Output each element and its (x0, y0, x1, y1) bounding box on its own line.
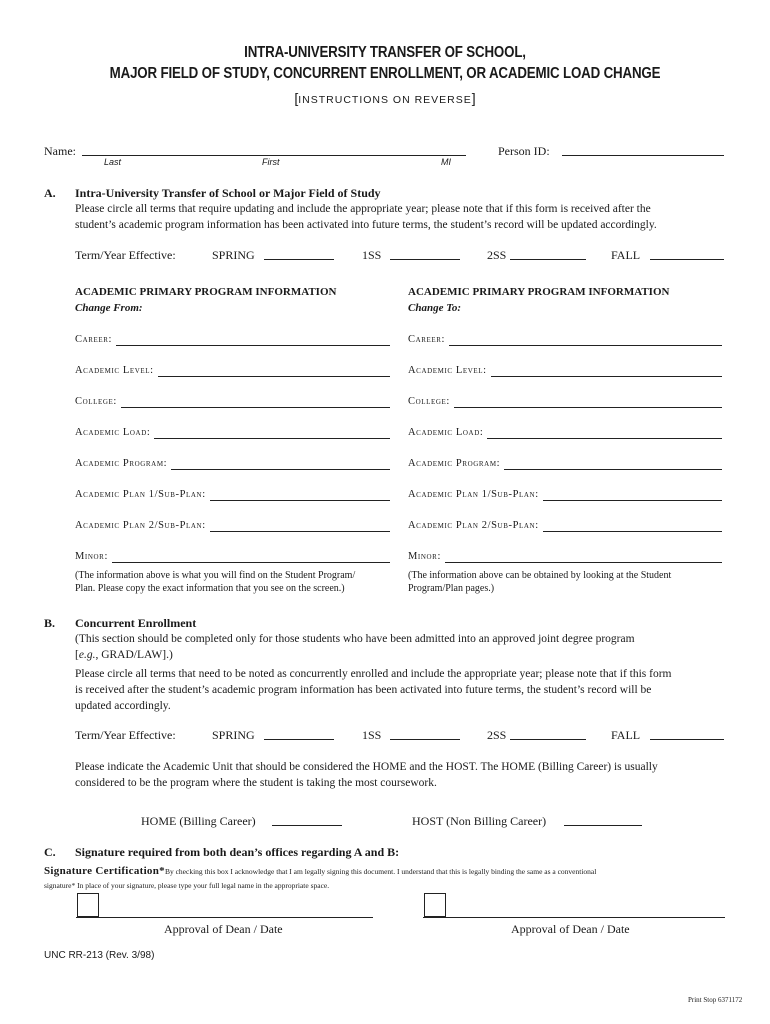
first-label: First (262, 157, 280, 167)
note-line: Plan. Please copy the exact information that you see on the screen.) (75, 583, 345, 594)
1ss-year-field-b[interactable] (390, 739, 460, 740)
section-a-para-line: student’s academic program information has been activated into future terms, the student’s record will be updated accordingly. (75, 219, 657, 231)
dean-signature-field-left[interactable] (76, 917, 373, 918)
section-b-para-line: updated accordingly. (75, 700, 171, 712)
to-field-label: College: (408, 396, 450, 407)
spring-year-field-b[interactable] (264, 739, 334, 740)
dean-signature-field-right[interactable] (423, 917, 725, 918)
from-field-input[interactable] (112, 562, 390, 563)
title-line-2: MAJOR FIELD OF STUDY, CONCURRENT ENROLLMENT, OR ACADEMIC LOAD CHANGE (109, 65, 661, 82)
from-field-label: Minor: (75, 551, 108, 562)
to-field-label: Academic Load: (408, 427, 484, 438)
to-field-label: Academic Level: (408, 365, 487, 376)
2ss-year-field-b[interactable] (510, 739, 586, 740)
person-id-label: Person ID: (498, 144, 550, 158)
to-field-input[interactable] (487, 438, 722, 439)
title-line-1: INTRA-UNIVERSITY TRANSFER OF SCHOOL, (244, 44, 526, 61)
form-title (54, 42, 716, 84)
to-field-input[interactable] (491, 376, 722, 377)
signature-certification (44, 863, 764, 893)
from-field-label: College: (75, 396, 117, 407)
term-1ss-b[interactable]: 1SS (362, 728, 382, 742)
instructions-note (0, 90, 770, 106)
section-c-letter: C. (44, 845, 56, 859)
from-field-input[interactable] (210, 500, 390, 501)
change-to-note (408, 569, 726, 595)
from-field-label: Career: (75, 334, 113, 345)
from-field-label: Academic Load: (75, 427, 151, 438)
bracket-open: [ (294, 90, 299, 106)
section-b-para-line (75, 647, 727, 663)
section-b-para-3 (75, 759, 727, 791)
to-field-input[interactable] (543, 531, 722, 532)
home-field[interactable] (272, 825, 342, 826)
section-b-para-line: Please circle all terms that need to be noted as concurrently enrolled and include the appropriate year; please note that if this form (75, 668, 672, 680)
to-field-label: Academic Plan 1/Sub-Plan: (408, 489, 539, 500)
mi-label: MI (441, 157, 451, 167)
section-a-letter: A. (44, 186, 56, 200)
home-label: HOME (Billing Career) (141, 814, 256, 828)
section-b-para-line: is received after the student’s academic program information has been activated into future terms, the student’s record will be (75, 684, 652, 696)
term-spring-b[interactable]: SPRING (212, 728, 255, 742)
section-b-para-2 (75, 666, 727, 714)
last-label: Last (104, 157, 122, 167)
term-fall[interactable]: FALL (611, 248, 641, 262)
signature-checkbox-right[interactable] (424, 893, 446, 917)
from-field-input[interactable] (210, 531, 390, 532)
fall-year-field[interactable] (650, 259, 724, 260)
note-line: Program/Plan pages.) (408, 583, 495, 594)
from-field-label: Academic Program: (75, 458, 168, 469)
change-to-sub: Change To: (408, 302, 462, 314)
eg-text: e.g. (78, 649, 96, 661)
section-b-para-line: considered to be the program where the student is taking the most coursework. (75, 777, 437, 789)
to-field-label: Academic Program: (408, 458, 501, 469)
section-b-para-line: Please indicate the Academic Unit that should be considered the HOME and the HOST. The HOME (Billing Career) is usually (75, 761, 658, 773)
to-field-label: Minor: (408, 551, 441, 562)
from-field-input[interactable] (116, 345, 390, 346)
section-b-heading: Concurrent Enrollment (75, 616, 197, 630)
host-label: HOST (Non Billing Career) (412, 814, 547, 828)
change-to-heading: ACADEMIC PRIMARY PROGRAM INFORMATION (408, 286, 670, 298)
change-from-sub: Change From: (75, 302, 143, 314)
section-a-instructions (75, 201, 727, 233)
note-line: (The information above is what you will find on the Student Program/ (75, 570, 356, 581)
approval-label-left: Approval of Dean / Date (164, 922, 283, 936)
name-label: Name: (44, 144, 76, 158)
from-field-input[interactable] (158, 376, 390, 377)
cert-text-2: signature* In place of your signature, please type your full legal name in the appropriate space. (44, 881, 330, 890)
person-id-field[interactable] (562, 155, 724, 156)
from-field-label: Academic Plan 1/Sub-Plan: (75, 489, 206, 500)
2ss-year-field[interactable] (510, 259, 586, 260)
term-year-label-b: Term/Year Effective: (75, 728, 176, 742)
to-field-label: Career: (408, 334, 446, 345)
from-field-label: Academic Plan 2/Sub-Plan: (75, 520, 206, 531)
section-c-heading: Signature required from both dean’s offices regarding A and B: (75, 845, 400, 859)
cert-label: Signature Certification* (44, 865, 165, 877)
signature-checkbox-left[interactable] (77, 893, 99, 917)
to-field-input[interactable] (445, 562, 722, 563)
section-a-para-line: Please circle all terms that require updating and include the appropriate year; please note that if this form is received after the (75, 203, 651, 215)
name-field[interactable] (82, 155, 466, 156)
term-2ss-b[interactable]: 2SS (487, 728, 507, 742)
to-field-input[interactable] (454, 407, 722, 408)
term-fall-b[interactable]: FALL (611, 728, 641, 742)
section-a-heading: Intra-University Transfer of School or Major Field of Study (75, 186, 381, 200)
fall-year-field-b[interactable] (650, 739, 724, 740)
bracket-rest: , GRAD/LAW].) (95, 649, 173, 661)
to-field-input[interactable] (504, 469, 722, 470)
bracket-open: [ (75, 649, 79, 661)
cert-text-1: By checking this box I acknowledge that I am legally signing this document. I understand that this is legally binding the same as a conventional (164, 867, 597, 876)
note-line: (The information above can be obtained by looking at the Student (408, 570, 672, 581)
section-b-para-line: (This section should be completed only for those students who have been admitted into an approved joint degree program (75, 633, 635, 645)
term-2ss[interactable]: 2SS (487, 248, 507, 262)
host-field[interactable] (564, 825, 642, 826)
from-field-input[interactable] (154, 438, 390, 439)
spring-year-field[interactable] (264, 259, 334, 260)
term-year-label: Term/Year Effective: (75, 248, 176, 262)
section-b-letter: B. (44, 616, 56, 630)
instructions-text: INSTRUCTIONS ON REVERSE (298, 94, 472, 106)
term-1ss[interactable]: 1SS (362, 248, 382, 262)
from-field-input[interactable] (171, 469, 390, 470)
to-field-input[interactable] (449, 345, 722, 346)
print-stop: Print Stop 6371172 (688, 996, 743, 1004)
to-field-input[interactable] (543, 500, 722, 501)
bracket-close: ] (471, 90, 476, 106)
to-field-label: Academic Plan 2/Sub-Plan: (408, 520, 539, 531)
approval-label-right: Approval of Dean / Date (511, 922, 630, 936)
1ss-year-field[interactable] (390, 259, 460, 260)
from-field-input[interactable] (121, 407, 390, 408)
section-b-para-1 (75, 631, 727, 663)
form-id: UNC RR-213 (Rev. 3/98) (44, 950, 155, 961)
term-spring[interactable]: SPRING (212, 248, 255, 262)
change-from-heading: ACADEMIC PRIMARY PROGRAM INFORMATION (75, 286, 337, 298)
from-field-label: Academic Level: (75, 365, 154, 376)
change-from-note (75, 569, 395, 595)
